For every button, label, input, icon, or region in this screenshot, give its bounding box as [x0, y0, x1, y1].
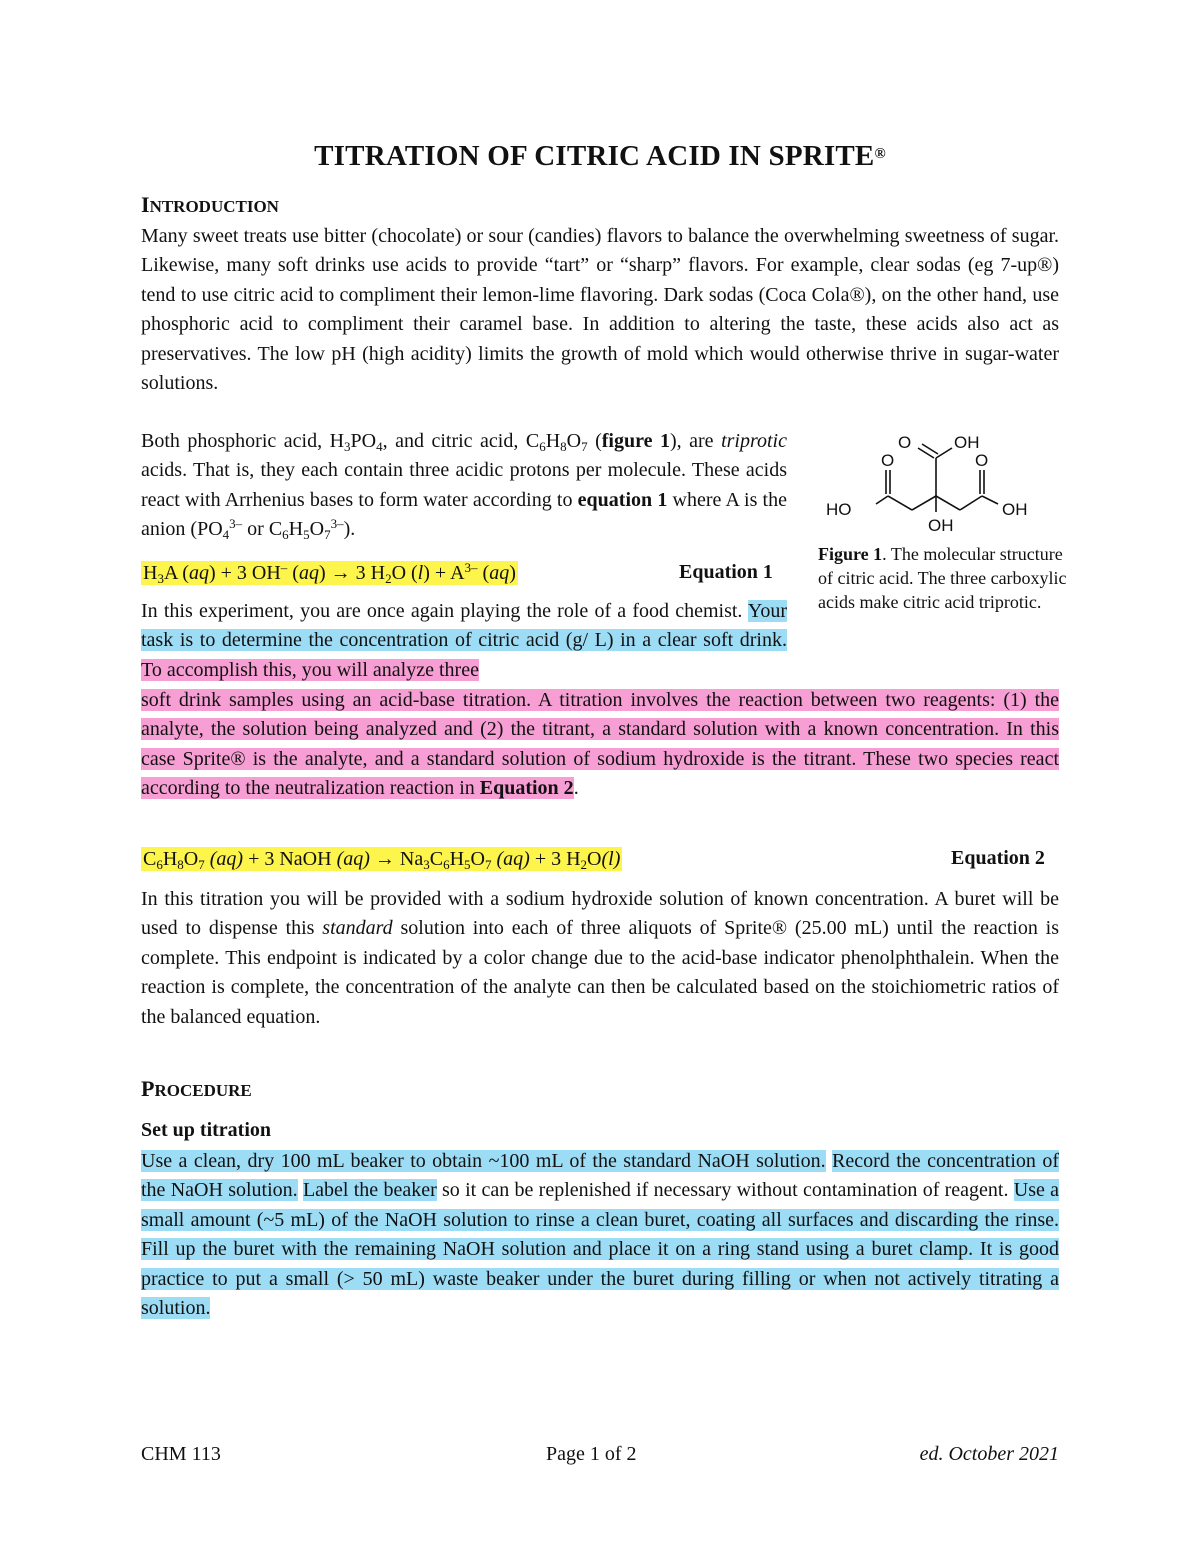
- atom-label-left-o: O: [881, 451, 895, 470]
- citric-acid-structure: [818, 428, 1058, 540]
- intro-paragraph-4: In this titration you will be provided with a sodium hydroxide solution of known concentration. A buret will be used to dispense this standard solution into each of three aliquots of Sprite® (25.00 mL) until the reaction is complete. This endpoint is indicated by a color change due to the acid-base indicator phenolphthalein. When the reaction is complete, the concentration of the analyte can then be calculated based on the stoichiometric ratios of the balanced equation.: [141, 888, 1059, 1028]
- equation-2-highlight: $C_6H_8O_7$ (aq) + 3 NaOH $(aq) \to Na_3C_6H_5O_7$ (aq) + 3 $H_2O(l)$: [143, 848, 621, 872]
- procedure-paragraph: Use a clean, dry 100 mL beaker to obtain ~100 mL of the standard NaOH solution. Record the concentration of the NaOH solution. Label the beaker so it can be replenished if necessary without contamination of reagent. Use a small amount (~5 mL) of the NaOH solution to rinse a clean buret, coating all surfaces and discarding the rinse. Fill up the buret with the remaining NaOH solution and place it on a ring stand using a buret clamp. It is good practice to put a small (> 50 mL) waste beaker under the buret during filling or when not actively titrating a solution.: [141, 1150, 1060, 1320]
- footer-course: CHM 113: [141, 1443, 221, 1465]
- equation-reference: equation 1: [577, 488, 668, 511]
- atom-label-right-o: O: [975, 451, 989, 470]
- footer-page-number: Page 1 of 2: [546, 1443, 637, 1465]
- intro-paragraph-3-continued: soft drink samples using an acid-base titration. A titration involves the reaction between two reagents: (1) the analyte, the solution being analyzed and (2) the titrant, a standard solution with a known concentration. In this case Sprite® is the analyte, and a standard solution of sodium hydroxide is the titrant. These two species react according to the neutralization reaction in Equation 2.: [141, 689, 1059, 800]
- equation-1: [141, 560, 518, 586]
- registered-mark: ®: [874, 146, 886, 162]
- footer-edition: ed. October 2021: [919, 1443, 1059, 1465]
- atom-label-left-ho: HO: [826, 500, 852, 519]
- procedure-heading: PROCEDURE: [141, 1076, 252, 1101]
- intro-paragraph-3-start: In this experiment, you are once again playing the role of a food chemist. Your task is to determine the concentration of citric acid (g/ L) in a clear soft drink. To accomplish this, you will analyze three: [141, 600, 787, 681]
- equation-1-label: Equation 1: [679, 561, 773, 583]
- equation-2-label: Equation 2: [951, 847, 1045, 869]
- equation-1-highlight: $H_3A$ (aq) + 3 OH– (aq) → 3 $H_2O$ $(l) + A^{3-}$ (aq): [143, 560, 516, 586]
- atom-label-top-oh: OH: [954, 433, 980, 452]
- page-title: TITRATION OF CITRIC ACID IN SPRITE®: [314, 140, 886, 172]
- figure-reference: figure 1: [601, 430, 670, 452]
- set-up-titration-heading: Set up titration: [141, 1119, 271, 1141]
- atom-label-top-o: O: [898, 433, 912, 452]
- titration-highlight: soft drink samples using an acid-base titration. A titration involves the reaction between two reagents: (1) the analyte, the solution being analyzed and (2) the titrant, a standard solution with a known concentration. In this case Sprite® is the analyte, and a standard solution of sodium hydroxide is the titrant. These two species react according to the neutralization reaction in Equation 2: [141, 689, 1059, 800]
- equation-2: [141, 846, 622, 872]
- figure-1-caption: Figure 1. The molecular structure of citric acid. The three carboxylic acids make citric acid triprotic.: [818, 544, 1067, 612]
- intro-paragraph-1: Many sweet treats use bitter (chocolate) or sour (candies) flavors to balance the overwhelming sweetness of sugar. Likewise, many soft drinks use acids to provide “tart” or “sharp” flavors. For example, clear sodas (eg 7-up®) tend to use citric acid to compliment their lemon-lime flavoring. Dark sodas (Coca Cola®), on the other hand, use phosphoric acid to compliment their caramel base. In addition to altering the taste, these acids also act as preservatives. The low pH (high acidity) limits the growth of mold which would otherwise thrive in sugar-water solutions.: [141, 225, 1059, 395]
- task-highlight: Your task is to determine the concentration of citric acid (g/ L) in a clear soft drink.: [141, 600, 787, 652]
- introduction-heading: INTRODUCTION: [141, 192, 279, 217]
- atom-label-center-oh: OH: [928, 516, 954, 535]
- intro-paragraph-2: Both phosphoric acid, $H_3PO_4$, and citric acid, $C_6H_8O_7$ (figure 1), are triprotic acids. That is, they each contain three acidic protons per molecule. These acids react with Arrhenius bases to form water according to equation 1 where A is the anion ($PO_4^{3-}$ or $C_6H_5O_7^{3-}$).: [141, 430, 787, 543]
- atom-label-right-oh: OH: [1002, 500, 1028, 519]
